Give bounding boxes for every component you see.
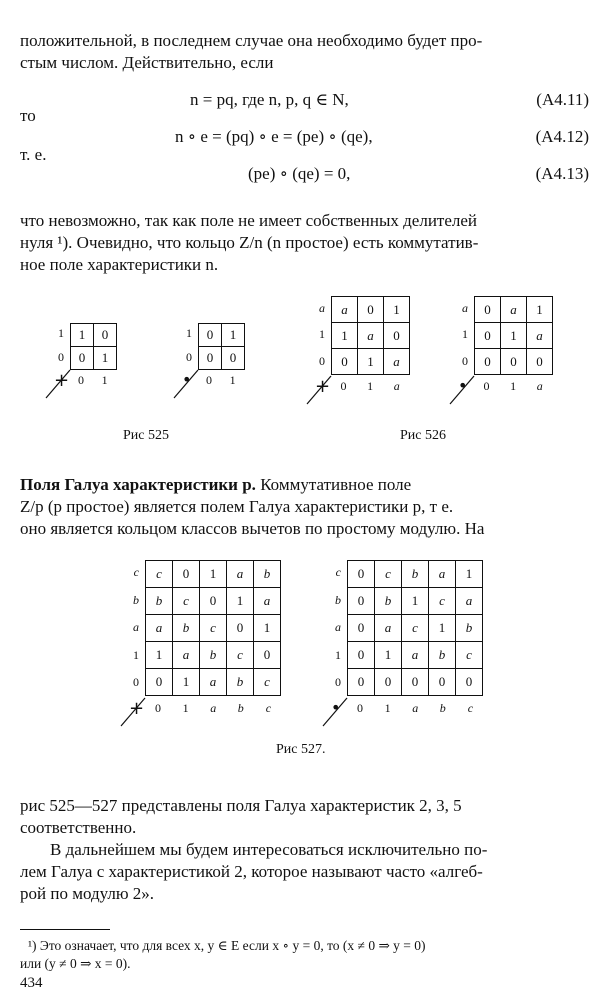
table-cell: a <box>146 615 173 642</box>
row-label: b <box>133 592 139 607</box>
text-line <box>20 474 590 496</box>
table-cell: 0 <box>527 349 553 375</box>
table-cell: 1 <box>146 642 173 669</box>
row-label: c <box>133 565 139 579</box>
table-cell: b <box>200 642 227 669</box>
table-cell: 1 <box>332 323 358 349</box>
footnote-line: ¹) Это означает, что для всех x, y ∈ E если x ∘ y = 0, то (x ≠ 0 ⇒ y = 0) <box>28 938 426 953</box>
plus-icon: + <box>129 698 145 719</box>
table-cell: 0 <box>475 323 501 349</box>
table-cell: 1 <box>254 615 281 642</box>
table-cell: a <box>527 323 553 349</box>
table-cell: 0 <box>475 297 501 323</box>
table-row <box>71 347 117 370</box>
plus-icon: + <box>315 375 331 397</box>
table-cell: a <box>456 588 483 615</box>
row-label: 1 <box>319 327 325 342</box>
table-row <box>348 642 483 669</box>
column-label: c <box>265 701 272 715</box>
row-label: a <box>462 300 468 315</box>
table-cell: c <box>254 669 281 696</box>
equation-a4-11: n = pq, где n, p, q ∈ N, <box>190 90 349 109</box>
fig527-add-table <box>145 560 281 696</box>
table-cell: 1 <box>429 615 456 642</box>
text-line: лем Галуа с характеристикой 2, которое называют часто «алгеб- <box>20 862 483 881</box>
dot-icon: • <box>458 375 468 395</box>
table-cell: c <box>456 642 483 669</box>
text-line: стым числом. Действительно, если <box>20 53 274 72</box>
table-cell: 0 <box>475 349 501 375</box>
column-label: a <box>412 701 419 715</box>
equation-number: (A4.12) <box>535 127 589 146</box>
table-cell: 0 <box>173 561 200 588</box>
table-cell: c <box>200 615 227 642</box>
row-label: b <box>335 592 341 607</box>
row-label: 1 <box>133 647 139 662</box>
table-cell: a <box>358 323 384 349</box>
equation-a4-12: n ∘ e = (pq) ∘ e = (pe) ∘ (qe), <box>175 127 373 146</box>
column-label: a <box>393 378 400 393</box>
table-cell: 1 <box>402 588 429 615</box>
connector-word: то <box>20 106 36 125</box>
plus-icon: + <box>54 370 70 392</box>
table-cell: a <box>254 588 281 615</box>
text-line: оно является кольцом классов вычетов по простому модулю. На <box>20 519 485 538</box>
text-fragment: Коммутативное поле <box>255 475 412 494</box>
operation-corner-icon <box>321 696 361 736</box>
table-cell: a <box>200 669 227 696</box>
section-heading: Поля Галуа характеристики p. <box>20 475 256 494</box>
table-cell: 0 <box>348 615 375 642</box>
row-label: 0 <box>462 353 468 368</box>
table-cell: b <box>254 561 281 588</box>
table-cell: a <box>384 349 410 375</box>
column-label: c <box>467 701 474 715</box>
table-cell: c <box>375 561 402 588</box>
table-cell: a <box>173 642 200 669</box>
table-cell: 0 <box>71 347 94 370</box>
table-cell: 1 <box>173 669 200 696</box>
table-cell: 0 <box>227 615 254 642</box>
table-row <box>146 669 281 696</box>
table-row <box>348 588 483 615</box>
row-label: 0 <box>58 349 64 364</box>
table-row <box>475 349 553 375</box>
table-cell: 0 <box>200 588 227 615</box>
footnote-rule <box>20 929 110 930</box>
column-label: 0 <box>78 373 84 388</box>
table-cell: a <box>332 297 358 323</box>
table-row <box>348 561 483 588</box>
footnote-line: или (y ≠ 0 ⇒ x = 0). <box>20 956 131 971</box>
row-label: 0 <box>133 675 139 690</box>
table-row <box>332 349 410 375</box>
table-cell: a <box>402 642 429 669</box>
table-cell: 0 <box>348 642 375 669</box>
table-cell: 1 <box>456 561 483 588</box>
column-label: 1 <box>510 378 517 393</box>
column-label: 0 <box>206 373 212 388</box>
equation-a4-13: (pe) ∘ (qe) = 0, <box>248 164 351 183</box>
table-cell: a <box>501 297 527 323</box>
table-cell: c <box>429 588 456 615</box>
table-cell: 0 <box>254 642 281 669</box>
table-cell: 1 <box>71 324 94 347</box>
table-row <box>146 588 281 615</box>
table-cell: b <box>146 588 173 615</box>
table-cell: 0 <box>375 669 402 696</box>
column-label: b <box>439 701 446 715</box>
table-cell: b <box>227 669 254 696</box>
table-cell: b <box>456 615 483 642</box>
text-line: положительной, в последнем случае она необходимо будет про- <box>20 31 483 50</box>
text-line: соответственно. <box>20 818 137 837</box>
table-row <box>199 347 245 370</box>
table-cell: 0 <box>332 349 358 375</box>
fig526-mul-table <box>474 296 553 375</box>
table-row <box>475 297 553 323</box>
table-cell: 0 <box>348 588 375 615</box>
fig525-mul-table <box>198 323 245 370</box>
table-cell: b <box>375 588 402 615</box>
column-label: a <box>210 701 217 715</box>
row-label: 0 <box>319 353 325 368</box>
table-cell: 1 <box>501 323 527 349</box>
figure-caption-527: Рис 527. <box>276 742 326 757</box>
column-label: b <box>237 701 244 715</box>
table-cell: 0 <box>384 323 410 349</box>
table-cell: 0 <box>146 669 173 696</box>
table-cell: c <box>173 588 200 615</box>
table-cell: 0 <box>199 347 222 370</box>
table-cell: 0 <box>94 324 117 347</box>
table-cell: a <box>375 615 402 642</box>
row-label: a <box>335 620 341 635</box>
fig525-add-table <box>70 323 117 370</box>
column-label: 1 <box>101 373 108 388</box>
figure-caption-526: Рис 526 <box>400 428 446 443</box>
table-cell: 1 <box>527 297 553 323</box>
table-cell: c <box>146 561 173 588</box>
table-row <box>146 615 281 642</box>
column-label: 0 <box>357 701 363 715</box>
fig526-add-table <box>331 296 410 375</box>
fig527-mul-table <box>347 560 483 696</box>
table-cell: 1 <box>358 349 384 375</box>
equation-number: (A4.11) <box>536 90 589 109</box>
table-cell: c <box>402 615 429 642</box>
text-line: что невозможно, так как поле не имеет собственных делителей <box>20 211 478 230</box>
dot-icon: • <box>331 698 341 717</box>
table-row <box>71 324 117 347</box>
text-line: В дальнейшем мы будем интересоваться исключительно по- <box>50 840 488 859</box>
table-cell: b <box>429 642 456 669</box>
table-cell: b <box>402 561 429 588</box>
table-cell: 1 <box>222 324 245 347</box>
table-row <box>475 323 553 349</box>
row-label: 1 <box>462 327 468 342</box>
table-cell: 0 <box>358 297 384 323</box>
column-label: 0 <box>155 701 161 715</box>
text-line: рой по модулю 2». <box>20 884 155 903</box>
operation-corner-icon <box>172 368 212 408</box>
table-cell: 0 <box>402 669 429 696</box>
page-number: 434 <box>20 975 43 991</box>
column-label: 0 <box>340 378 347 393</box>
table-row <box>332 297 410 323</box>
connector-word: т. е. <box>20 145 47 164</box>
column-label: 1 <box>229 373 236 388</box>
table-cell: 0 <box>429 669 456 696</box>
table-row <box>199 324 245 347</box>
row-label: 0 <box>186 349 192 364</box>
row-label: 1 <box>186 326 192 340</box>
column-label: 1 <box>367 378 374 393</box>
text-line: рис 525—527 представлены поля Галуа характеристик 2, 3, 5 <box>20 796 462 815</box>
row-label: a <box>133 620 139 635</box>
figure-caption-525: Рис 525 <box>123 428 169 443</box>
table-cell: 1 <box>94 347 117 370</box>
table-row <box>146 642 281 669</box>
table-cell: a <box>429 561 456 588</box>
column-label: a <box>536 378 543 393</box>
row-label: a <box>319 300 325 315</box>
operation-corner-icon <box>448 374 488 414</box>
row-label: 1 <box>335 647 341 662</box>
table-row <box>348 669 483 696</box>
table-row <box>332 323 410 349</box>
table-cell: a <box>227 561 254 588</box>
table-cell: 0 <box>199 324 222 347</box>
text-line: нуля ¹). Очевидно, что кольцо Z/n (n простое) есть коммутатив- <box>20 233 479 252</box>
table-cell: 0 <box>222 347 245 370</box>
table-cell: 0 <box>501 349 527 375</box>
column-label: 0 <box>483 378 490 393</box>
equation-number: (A4.13) <box>535 164 589 183</box>
row-label: c <box>335 565 341 579</box>
table-cell: 1 <box>200 561 227 588</box>
table-cell: 0 <box>456 669 483 696</box>
text-line: Z/p (p простое) является полем Галуа характеристики p, т е. <box>20 497 454 516</box>
column-label: 1 <box>384 701 391 715</box>
table-cell: b <box>173 615 200 642</box>
table-cell: 0 <box>348 669 375 696</box>
table-cell: 0 <box>348 561 375 588</box>
table-cell: 1 <box>384 297 410 323</box>
text-line: ное поле характеристики n. <box>20 255 219 274</box>
row-label: 0 <box>335 675 341 690</box>
column-label: 1 <box>182 701 189 715</box>
table-row <box>348 615 483 642</box>
dot-icon: • <box>182 370 192 390</box>
table-cell: 1 <box>227 588 254 615</box>
table-cell: 1 <box>375 642 402 669</box>
table-row <box>146 561 281 588</box>
row-label: 1 <box>58 326 64 340</box>
table-cell: c <box>227 642 254 669</box>
